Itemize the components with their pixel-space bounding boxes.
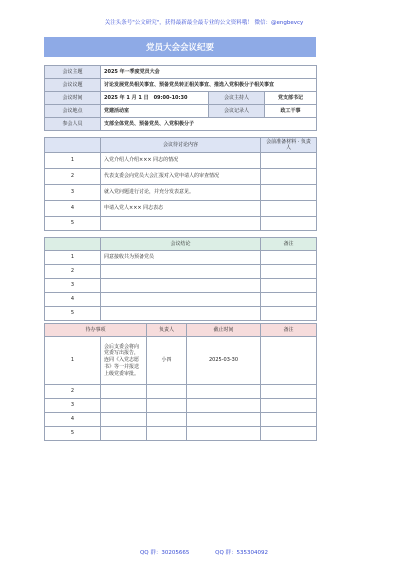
conclusion-row-content [101,265,261,279]
todo-row-deadline [187,385,261,399]
header-note: 关注头条号"公文研究"，获得最新最全最专业的公文资料哦！ 微信：@engbevcy [104,20,304,26]
todo-header-task: 待办事项 [45,324,147,337]
place-value: 党建活动室 [101,105,209,118]
todo-header-owner: 负责人 [147,324,187,337]
host-value: 党支部书记 [265,92,317,105]
discussion-row-owner [261,201,317,217]
discussion-row-no: 1 [45,153,101,169]
conclusion-header-note: 备注 [261,238,317,251]
conclusion-table [44,237,317,321]
attendees-value: 支部全体党员、预备党员、入党积极分子 [101,118,317,131]
footer [0,548,408,556]
todo-row-owner [147,413,187,427]
discussion-row-content: 申请入党人××× 同志表态 [101,201,261,217]
todo-header-note: 备注 [261,324,317,337]
conclusion-header-content: 会议结论 [101,238,261,251]
host-label: 会议主持人 [209,92,265,105]
conclusion-row-content [101,279,261,293]
recorder-value: 政工干事 [265,105,317,118]
agenda-label: 会议议题 [45,79,101,92]
discussion-row-content: 就入党问题进行讨论，并充分发表意见。 [101,185,261,201]
conclusion-header-no [45,238,101,251]
conclusion-row-no: 2 [45,265,101,279]
place-label: 会议地点 [45,105,101,118]
discussion-row-content [101,217,261,231]
todo-row-task [101,385,147,399]
topic-label: 会议主题 [45,66,101,79]
conclusion-row-note [261,251,317,265]
todo-row-note [261,399,317,413]
conclusion-row-content [101,307,261,321]
attendees-label: 参会人员 [45,118,101,131]
todo-row-owner: 小四 [147,337,187,385]
todo-row-owner [147,399,187,413]
discussion-header-content: 会议待讨论内容 [101,138,261,153]
conclusion-row-note [261,293,317,307]
todo-row-task [101,427,147,441]
discussion-header-no [45,138,101,153]
todo-row-deadline [187,427,261,441]
todo-row-owner [147,385,187,399]
todo-row-deadline: 2025-03-30 [187,337,261,385]
discussion-row-no: 5 [45,217,101,231]
agenda-value: 讨论发展党员相关事宜、预备党员转正相关事宜、推选入党积极分子相关事宜 [101,79,317,92]
conclusion-row-content: 同意接收共为预备党员 [101,251,261,265]
conclusion-row-note [261,279,317,293]
qq-group-1: QQ 群：30205665 [139,550,190,556]
discussion-row-owner [261,185,317,201]
todo-row-owner [147,427,187,441]
discussion-row-no: 2 [45,169,101,185]
conclusion-row-content [101,293,261,307]
conclusion-row-no: 4 [45,293,101,307]
discussion-row-no: 3 [45,185,101,201]
conclusion-row-no: 3 [45,279,101,293]
todo-row-note [261,427,317,441]
discussion-row-content: 入党介绍人介绍××× 同志的情况 [101,153,261,169]
todo-row-task: 会后支委会将向党委写出报告，连同《入党志愿书》等一并报送上级党委审批。 [101,337,147,385]
conclusion-row-note [261,307,317,321]
topic-value: 2025 年一季度党员大会 [101,66,317,79]
todo-row-no: 2 [45,385,101,399]
discussion-row-owner [261,169,317,185]
qq-group-2: QQ 群：535304092 [215,550,269,556]
todo-row-no: 1 [45,337,101,385]
todo-row-task [101,413,147,427]
conclusion-row-no: 1 [45,251,101,265]
discussion-row-owner [261,153,317,169]
todo-row-note [261,413,317,427]
todo-row-no: 3 [45,399,101,413]
discussion-row-no: 4 [45,201,101,217]
time-value: 2025 年 1 月 1 日 09:00-10:30 [101,92,209,105]
discussion-table [44,137,317,231]
todo-row-task [101,399,147,413]
meeting-info-table [44,65,317,131]
time-label: 会议时间 [45,92,101,105]
todo-row-no: 4 [45,413,101,427]
conclusion-row-no: 5 [45,307,101,321]
todo-row-deadline [187,413,261,427]
discussion-row-owner [261,217,317,231]
todo-table [44,323,317,441]
discussion-header-owner: 会前准备材料 · 负责人 [261,138,317,153]
todo-row-deadline [187,399,261,413]
recorder-label: 会议记录人 [209,105,265,118]
todo-row-note [261,337,317,385]
discussion-row-content: 代表支委会向党员大会汇报对入党申请人的审查情况 [101,169,261,185]
page-title: 党员大会会议纪要 [44,37,316,57]
conclusion-row-note [261,265,317,279]
todo-header-deadline: 截止时间 [187,324,261,337]
todo-row-note [261,385,317,399]
todo-row-no: 5 [45,427,101,441]
